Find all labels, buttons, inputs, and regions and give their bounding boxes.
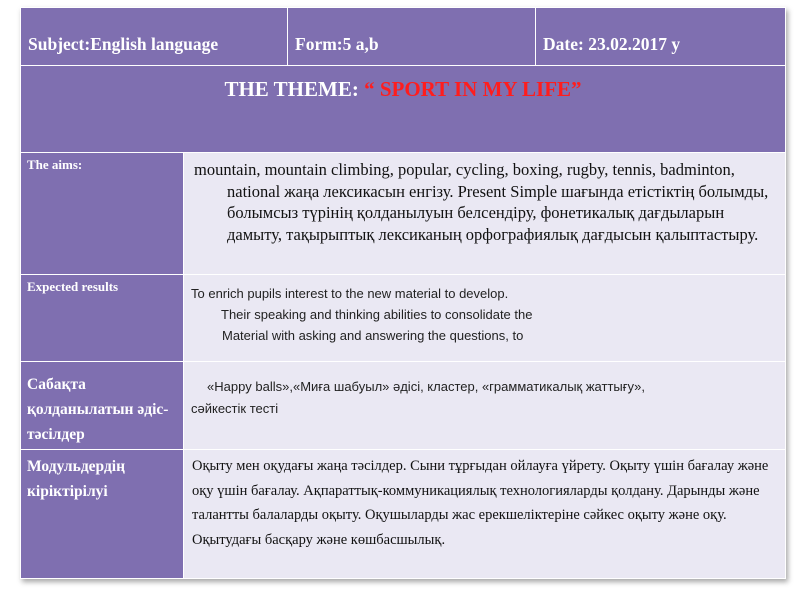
- lesson-plan-table: [20, 7, 786, 579]
- theme-row: [21, 66, 786, 153]
- modules-value: Оқыту мен оқудағы жаңа тәсілдер. Сыни тұрғыдан ойлауға үйрету. Оқыту үшін бағалау және оқу үшін бағалау. Ақпараттық-коммуникациялық технологияларды қолдану. Дарынды және талантты балаларды оқыту. Оқушыларды жас ерекшеліктеріне сәйкес оқыту және оқу. Оқытудағы басқару және көшбасшылық.: [184, 450, 786, 579]
- methods-line-1: «Happy balls»,«Миға шабуыл» әдісі, кластер, «грамматикалық жаттығу»,: [207, 379, 645, 394]
- form-text: Form:5 a,b: [295, 34, 379, 54]
- expected-line-3: Material with asking and answering the questions, to: [222, 328, 524, 343]
- methods-line-2: сәйкестік тесті: [191, 401, 279, 416]
- methods-label: Сабақта қолданылатын әдіс-тәсілдер: [21, 362, 184, 450]
- aims-row: [21, 153, 786, 275]
- methods-row: [21, 362, 786, 450]
- expected-line-1: To enrich pupils interest to the new material to develop.: [191, 286, 509, 301]
- subject-text: Subject:English language: [28, 34, 219, 54]
- expected-line-2: Their speaking and thinking abilities to consolidate the: [221, 307, 533, 322]
- expected-value: [184, 275, 786, 362]
- theme-title: “ SPORT IN MY LIFE”: [364, 77, 582, 101]
- theme-cell: [21, 66, 786, 153]
- modules-label: Модульдердің кіріктірілуі: [21, 450, 184, 579]
- aims-text: mountain, mountain climbing, popular, cycling, boxing, rugby, tennis, badminton, national жаңа лексикасын енгізу. Present Simple шағында етістіктің болымды, болымсыз түрінің қолданылуын белсендіру, фонетикалық дағдыларын дамыту, тақырыптық лексиканың орфографиялық дағдысын қалыптастыру.: [194, 160, 769, 244]
- date-text: Date: 23.02.2017 y: [543, 34, 681, 54]
- methods-value: [184, 362, 786, 450]
- modules-row: [21, 450, 786, 579]
- subject-cell: [21, 8, 288, 66]
- expected-row: [21, 275, 786, 362]
- header-row: [21, 8, 786, 66]
- expected-label: Expected results: [21, 275, 184, 362]
- date-cell: [536, 8, 786, 66]
- aims-label: The aims:: [21, 153, 184, 275]
- theme-prefix: THE THEME:: [224, 77, 365, 101]
- aims-value: [184, 153, 786, 275]
- form-cell: [288, 8, 536, 66]
